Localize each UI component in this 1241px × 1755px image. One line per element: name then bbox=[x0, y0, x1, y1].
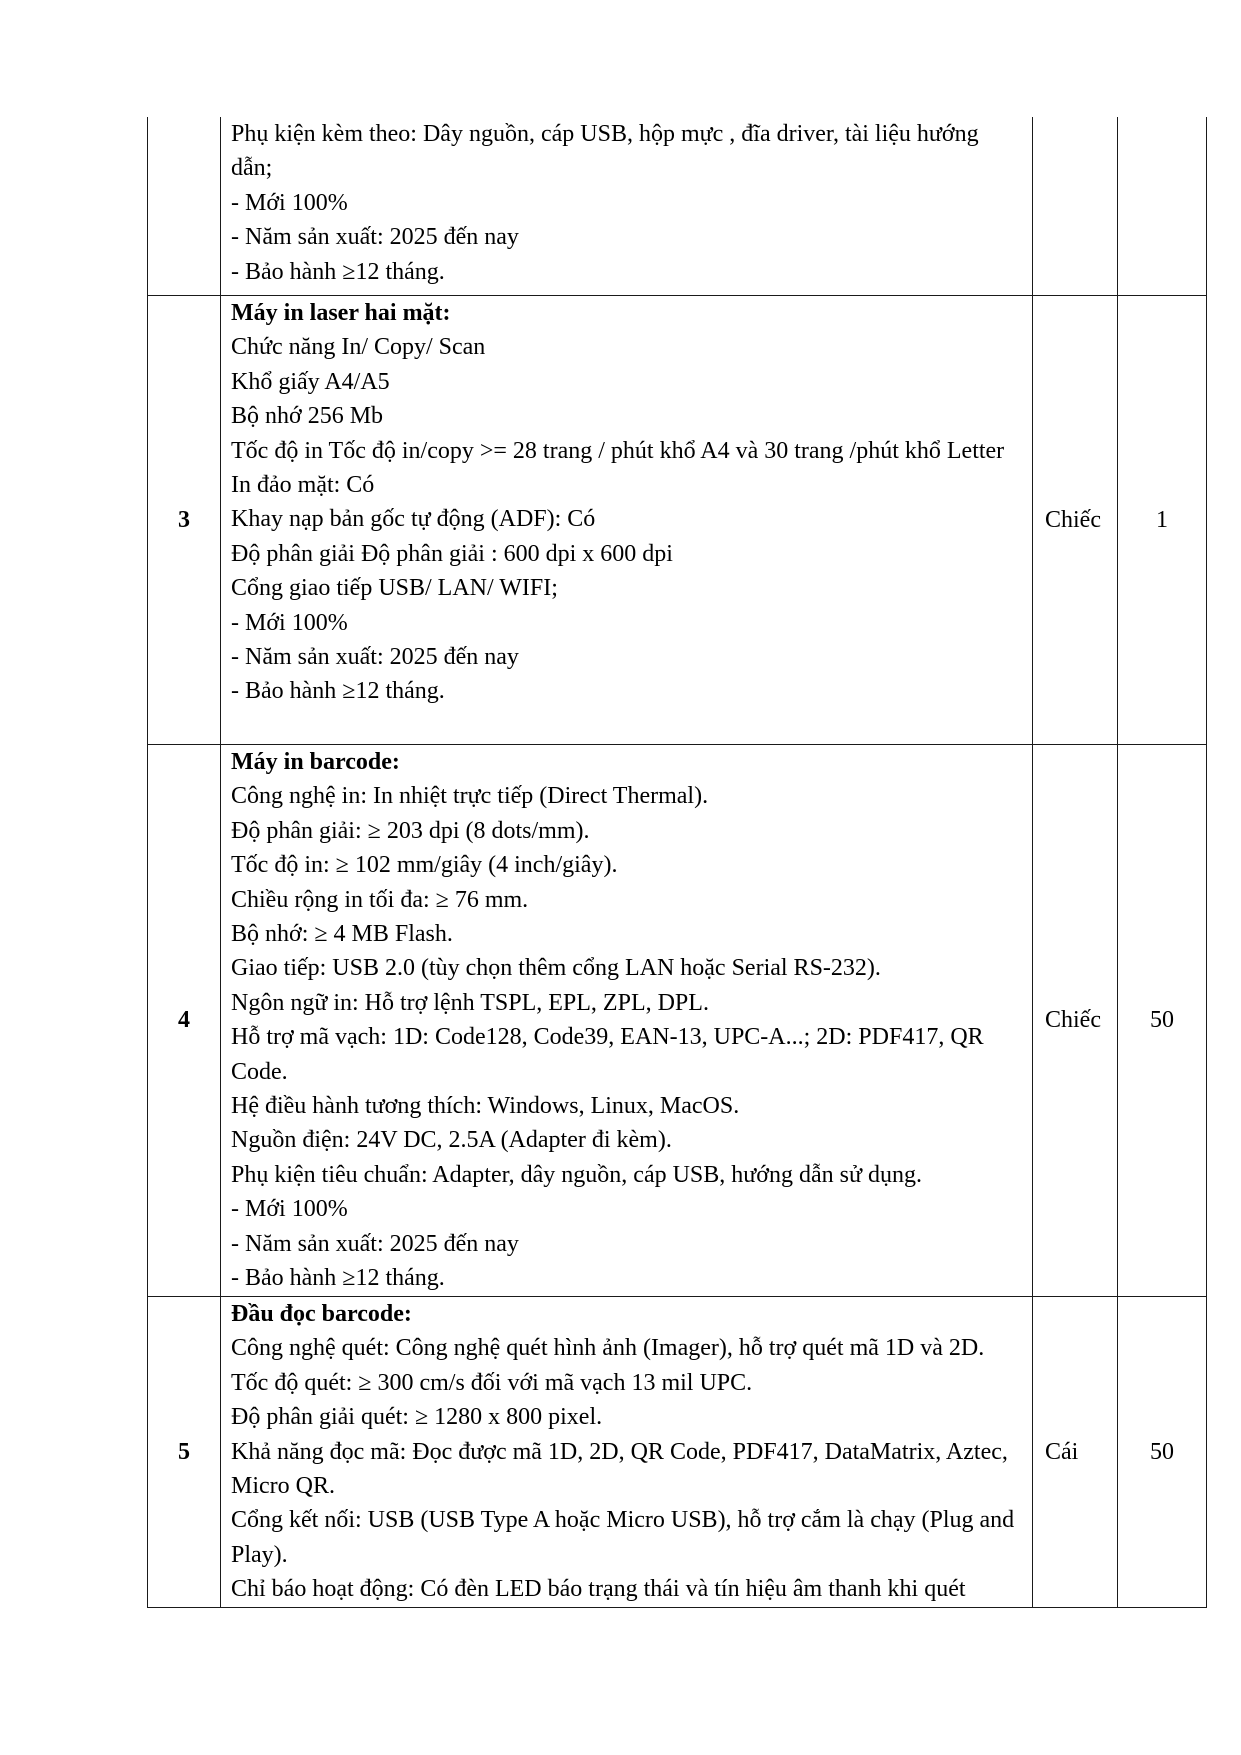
spec-line: Độ phân giải Độ phân giải : 600 dpi x 600 dpi bbox=[231, 540, 673, 567]
spec-description bbox=[221, 745, 1033, 1297]
spec-description bbox=[221, 296, 1033, 745]
spec-line: Công nghệ in: In nhiệt trực tiếp (Direct Thermal). bbox=[231, 783, 709, 810]
spec-line: Công nghệ quét: Công nghệ quét hình ảnh (Imager), hỗ trợ quét mã 1D và 2D. bbox=[231, 1335, 985, 1362]
spec-description bbox=[221, 1297, 1033, 1608]
spec-line: Bộ nhớ: ≥ 4 MB Flash. bbox=[231, 921, 453, 948]
spec-line: Phụ kiện tiêu chuẩn: Adapter, dây nguồn, cáp USB, hướng dẫn sử dụng. bbox=[231, 1161, 922, 1188]
spec-line: - Mới 100% bbox=[231, 609, 348, 636]
table-row bbox=[148, 745, 1207, 1297]
row-number: 4 bbox=[148, 745, 221, 1297]
spec-description bbox=[221, 117, 1033, 296]
spec-line: Chỉ báo hoạt động: Có đèn LED báo trạng thái và tín hiệu âm thanh khi quét bbox=[231, 1576, 966, 1603]
spec-line: Chức năng In/ Copy/ Scan bbox=[231, 334, 486, 361]
spec-line: - Bảo hành ≥12 tháng. bbox=[231, 1265, 445, 1292]
table-row bbox=[148, 296, 1207, 745]
row-number: 3 bbox=[148, 296, 221, 745]
spec-line: Chiều rộng in tối đa: ≥ 76 mm. bbox=[231, 886, 529, 913]
spec-line: Hệ điều hành tương thích: Windows, Linux, MacOS. bbox=[231, 1093, 740, 1120]
unit-cell: Chiếc bbox=[1033, 745, 1118, 1297]
spec-line: Khổ giấy A4/A5 bbox=[231, 368, 390, 395]
quantity-cell: 50 bbox=[1118, 745, 1207, 1297]
item-title: Máy in laser hai mặt: bbox=[231, 300, 451, 326]
spec-line: Tốc độ in: ≥ 102 mm/giây (4 inch/giây). bbox=[231, 852, 618, 879]
spec-line: Khay nạp bản gốc tự động (ADF): Có bbox=[231, 506, 596, 533]
spec-line: Giao tiếp: USB 2.0 (tùy chọn thêm cổng LAN hoặc Serial RS-232). bbox=[231, 955, 881, 982]
spec-line: - Năm sản xuất: 2025 đến nay bbox=[231, 1230, 519, 1257]
spec-line: - Năm sản xuất: 2025 đến nay bbox=[231, 644, 519, 671]
spec-line: Độ phân giải quét: ≥ 1280 x 800 pixel. bbox=[231, 1404, 603, 1431]
spec-line: - Bảo hành ≥12 tháng. bbox=[231, 678, 445, 705]
spec-line: - Bảo hành ≥12 tháng. bbox=[231, 258, 445, 285]
spec-line: Cổng kết nối: USB (USB Type A hoặc Micro USB), hỗ trợ cắm là chạy (Plug and Play). bbox=[231, 1507, 1015, 1568]
spec-line: Cổng giao tiếp USB/ LAN/ WIFI; bbox=[231, 575, 558, 602]
table-row bbox=[148, 117, 1207, 296]
quantity-cell: 1 bbox=[1118, 296, 1207, 745]
unit-cell bbox=[1033, 117, 1118, 296]
item-title: Đầu đọc barcode: bbox=[231, 1301, 412, 1327]
spec-line: Tốc độ quét: ≥ 300 cm/s đối với mã vạch 13 mil UPC. bbox=[231, 1369, 753, 1396]
quantity-cell bbox=[1118, 117, 1207, 296]
row-number bbox=[148, 117, 221, 296]
quantity-cell: 50 bbox=[1118, 1297, 1207, 1608]
spec-line: Phụ kiện kèm theo: Dây nguồn, cáp USB, hộp mực , đĩa driver, tài liệu hướng dẫn; bbox=[231, 121, 979, 182]
equipment-spec-table bbox=[147, 117, 1207, 1608]
spec-line: Nguồn điện: 24V DC, 2.5A (Adapter đi kèm). bbox=[231, 1127, 672, 1154]
table-row bbox=[148, 1297, 1207, 1608]
spec-line: Khả năng đọc mã: Đọc được mã 1D, 2D, QR Code, PDF417, DataMatrix, Aztec, Micro QR. bbox=[231, 1438, 1008, 1500]
row-number: 5 bbox=[148, 1297, 221, 1608]
item-title: Máy in barcode: bbox=[231, 749, 400, 775]
spec-line: Độ phân giải: ≥ 203 dpi (8 dots/mm). bbox=[231, 817, 590, 844]
spec-line: - Mới 100% bbox=[231, 1196, 348, 1223]
spec-line: Hỗ trợ mã vạch: 1D: Code128, Code39, EAN-13, UPC-A...; 2D: PDF417, QR Code. bbox=[231, 1024, 984, 1085]
unit-cell: Chiếc bbox=[1033, 296, 1118, 745]
spec-line: In đảo mặt: Có bbox=[231, 472, 375, 499]
spec-line: - Mới 100% bbox=[231, 189, 348, 216]
spec-line: Tốc độ in Tốc độ in/copy >= 28 trang / phút khổ A4 và 30 trang /phút khổ Letter bbox=[231, 437, 1005, 464]
spec-line: Bộ nhớ 256 Mb bbox=[231, 403, 384, 430]
spec-line: Ngôn ngữ in: Hỗ trợ lệnh TSPL, EPL, ZPL, DPL. bbox=[231, 989, 709, 1016]
unit-cell: Cái bbox=[1033, 1297, 1118, 1608]
spec-line: - Năm sản xuất: 2025 đến nay bbox=[231, 224, 519, 251]
